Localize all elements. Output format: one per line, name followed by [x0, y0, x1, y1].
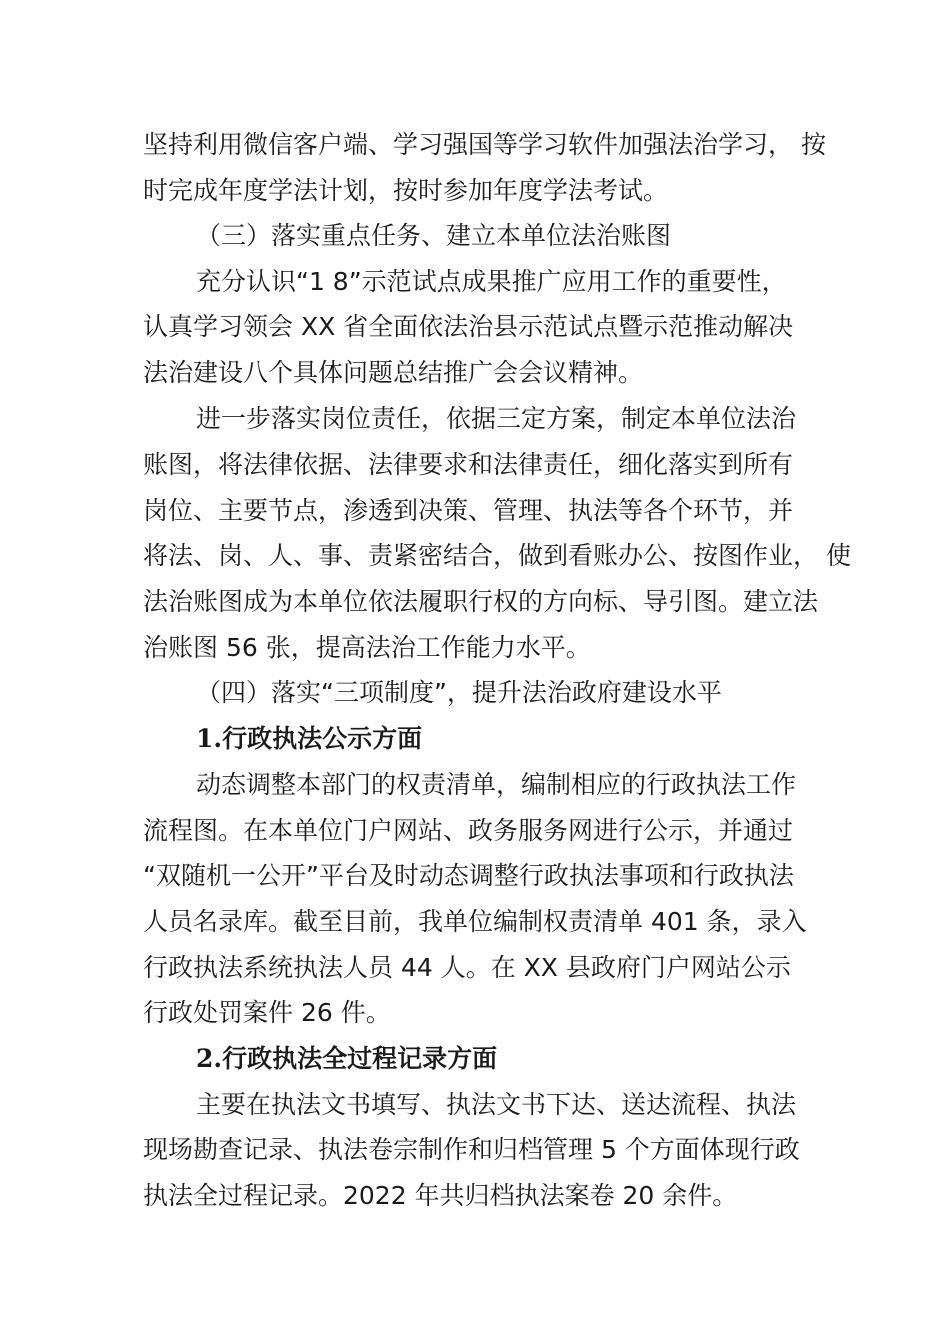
body-text-line: 执法全过程记录。2022 年共归档执法案卷 20 余件。: [143, 1181, 738, 1210]
body-text-line: 法治账图成为本单位依法履职行权的方向标、导引图。建立法: [143, 587, 819, 616]
section-heading-4: （四）落实“三项制度”，提升法治政府建设水平: [196, 678, 722, 707]
section-heading-3: （三）落实重点任务、建立本单位法治账图: [196, 221, 672, 250]
body-text-line: 将法、岗、人、事、责紧密结合，做到看账办公、按图作业， 使: [143, 541, 851, 570]
subsection-heading-2: 2.行政执法全过程记录方面: [196, 1044, 498, 1073]
subsection-heading-1: 1.行政执法公示方面: [196, 724, 423, 753]
body-text-line: 时完成年度学法计划，按时参加年度学法考试。: [143, 176, 669, 205]
body-text-line: 进一步落实岗位责任，依据三定方案，制定本单位法治: [196, 404, 797, 433]
body-text-line: 账图，将法律依据、法律要求和法律责任，细化落实到所有: [143, 450, 794, 479]
body-text-line: 行政处罚案件 26 件。: [143, 998, 391, 1027]
body-text-line: 人员名录库。截至目前，我单位编制权责清单 401 条，录入: [143, 907, 807, 936]
body-text-line: 认真学习领会 XX 省全面依法治县示范试点暨示范推动解决: [143, 312, 794, 341]
body-text-line: 坚持利用微信客户端、学习强国等学习软件加强法治学习， 按: [143, 130, 826, 159]
body-text-line: 现场勘查记录、执法卷宗制作和归档管理 5 个方面体现行政: [143, 1135, 800, 1164]
body-text-line: 岗位、主要节点，渗透到决策、管理、执法等各个环节，并: [143, 496, 794, 525]
body-text-line: “双随机一公开”平台及时动态调整行政执法事项和行政执法: [143, 861, 794, 890]
body-text-line: 动态调整本部门的权责清单，编制相应的行政执法工作: [196, 770, 797, 799]
body-text-line: 行政执法系统执法人员 44 人。在 XX 县政府门户网站公示: [143, 953, 791, 982]
body-text-line: 主要在执法文书填写、执法文书下达、送达流程、执法: [196, 1090, 797, 1119]
body-text-line: 法治建设八个具体问题总结推广会会议精神。: [143, 358, 644, 387]
body-text-line: 治账图 56 张，提高法治工作能力水平。: [143, 633, 591, 662]
body-text-line: 充分认识“1 8”示范试点成果推广应用工作的重要性，: [196, 267, 787, 296]
body-text-line: 流程图。在本单位门户网站、政务服务网进行公示，并通过: [143, 816, 794, 845]
